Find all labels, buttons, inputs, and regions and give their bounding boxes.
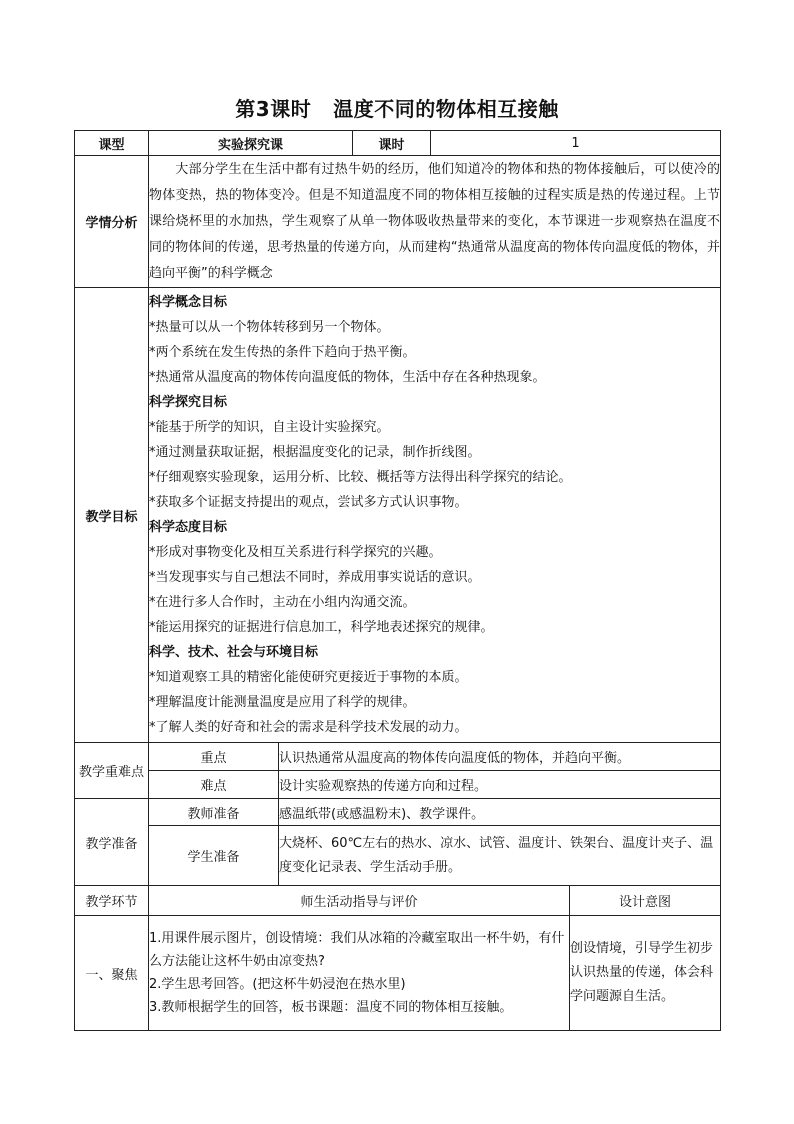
type-label: 课型 [75,131,149,156]
analysis-text: 大部分学生在生活中都有过热牛奶的经历，他们知道冷的物体和热的物体接触后，可以使冷的物体变热，热的物体变冷。但是不知道温度不同的物体相互接触的过程实质是热的传递过程。上节课给烧杯里的水加热，学生观察了从单一物体吸收热量带来的变化，本节课进一步观察热在温度不同的物体间的传递，思考热量的传递方向，从而建构“热通常从温度高的物体传向温度低的物体，并趋向平衡”的科学概念 [149,161,721,281]
objective-item: *热量可以从一个物体转移到另一个物体。 [149,320,390,335]
stage-step: 1.用课件展示图片，创设情境：我们从冰箱的冷藏室取出一杯牛奶，有什么方法能让这杯牛奶由凉变热? [149,931,565,969]
stage-header: 教学环节 [75,886,149,916]
type-value: 实验探究课 [149,131,353,156]
key-text: 认识热通常从温度高的物体传向温度低的物体，并趋向平衡。 [279,743,721,771]
teacher-prep-text: 感温纸带(或感温粉末)、教学课件。 [279,799,721,826]
student-prep-row [75,826,721,886]
key-point-row [75,743,721,771]
objectives-row [75,288,721,743]
objective-group [149,515,720,640]
stage-step: 3.教师根据学生的回答，板书课题：温度不同的物体相互接触。 [149,1000,513,1015]
objective-heading: 科学、技术、社会与环境目标 [149,645,319,660]
objective-item: *了解人类的好奇和社会的需求是科学技术发展的动力。 [149,720,468,735]
stage-intent: 创设情境，引导学生初步认识热量的传递，体会科学问题源自生活。 [570,916,721,1031]
objectives-content [149,288,721,743]
difficulty-row [75,771,721,799]
lesson-number: 第3课时 [235,97,312,121]
objective-item: *理解温度计能测量温度是应用了科学的规律。 [149,695,416,710]
objective-heading: 科学探究目标 [149,395,228,410]
key-points-label: 教学重难点 [75,743,149,799]
analysis-label: 学情分析 [75,156,149,288]
teacher-prep-row [75,799,721,826]
page-title [0,93,794,122]
objective-item: *能运用探究的证据进行信息加工，科学地表述探究的规律。 [149,620,494,635]
activity-header: 师生活动指导与评价 [149,886,570,916]
objective-heading: 科学概念目标 [149,295,228,310]
objective-group [149,390,720,515]
difficulty-text: 设计实验观察热的传递方向和过程。 [279,771,721,799]
stage-steps [149,916,570,1031]
lesson-topic: 温度不同的物体相互接触 [333,97,559,121]
objective-item: *能基于所学的知识，自主设计实验探究。 [149,420,390,435]
lesson-plan-table [74,130,721,1031]
objective-item: *知道观察工具的精密化能使研究更接近于事物的本质。 [149,670,468,685]
teacher-prep-label: 教师准备 [149,799,279,826]
objective-item: *仔细观察实验现象，运用分析、比较、概括等方法得出科学探究的结论。 [149,470,572,485]
difficulty-label: 难点 [149,771,279,799]
student-prep-label: 学生准备 [149,826,279,886]
objectives-label: 教学目标 [75,288,149,743]
hours-value: 1 [431,131,721,156]
objective-item: *热通常从温度高的物体传向温度低的物体，生活中存在各种热现象。 [149,370,546,385]
objective-item: *在进行多人合作时，主动在小组内沟通交流。 [149,595,416,610]
objective-item: *两个系统在发生传热的条件下趋向于热平衡。 [149,345,416,360]
student-prep-text: 大烧杯、60℃左右的热水、凉水、试管、温度计、铁架台、温度计夹子、温度变化记录表、学生活动手册。 [279,826,721,886]
objective-group [149,290,720,390]
stage-row [75,916,721,1031]
objective-item: *获取多个证据支持提出的观点，尝试多方式认识事物。 [149,495,468,510]
analysis-row [75,156,721,288]
objective-group [149,640,720,740]
prep-label: 教学准备 [75,799,149,886]
objective-item: *通过测量获取证据，根据温度变化的记录，制作折线图。 [149,445,481,460]
stage-label: 一、聚焦 [75,916,149,1031]
objective-item: *当发现事实与自己想法不同时，养成用事实说话的意识。 [149,570,481,585]
process-header-row [75,886,721,916]
stage-step: 2.学生思考回答。(把这杯牛奶浸泡在热水里) [149,977,406,992]
hours-label: 课时 [353,131,431,156]
objective-item: *形成对事物变化及相互关系进行科学探究的兴趣。 [149,545,442,560]
header-row [75,131,721,156]
key-label: 重点 [149,743,279,771]
intent-header: 设计意图 [570,886,721,916]
objective-heading: 科学态度目标 [149,520,228,535]
